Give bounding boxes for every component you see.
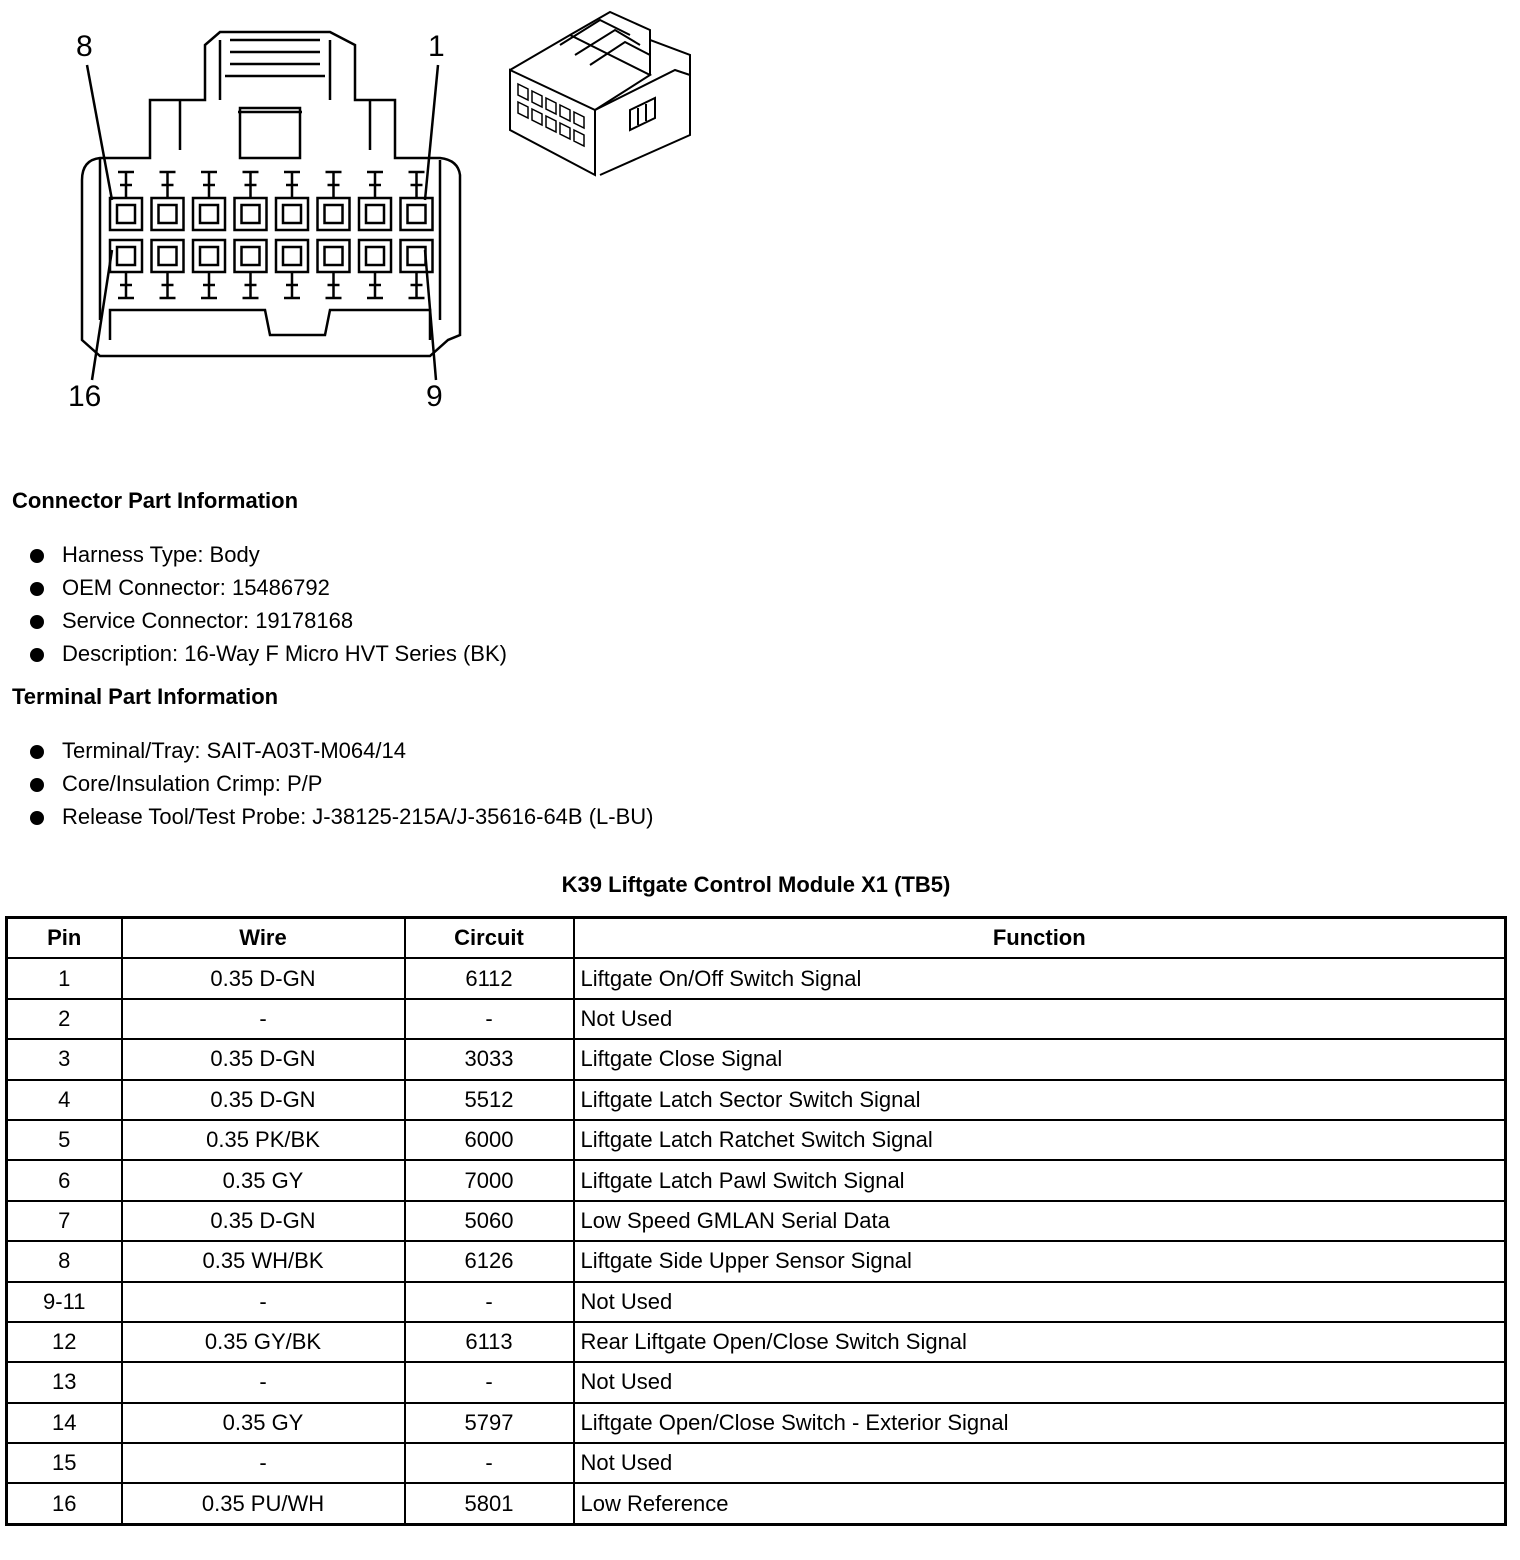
function-cell: Not Used [574, 999, 1506, 1039]
table-row [7, 1443, 1506, 1483]
circuit-cell: 5801 [405, 1483, 574, 1524]
table-row [7, 1080, 1506, 1120]
table-body [7, 958, 1506, 1524]
table-row [7, 1039, 1506, 1079]
function-cell: Not Used [574, 1362, 1506, 1402]
connector-face-diagram [0, 0, 480, 420]
wire-cell: - [122, 1282, 405, 1322]
wire-cell: 0.35 D-GN [122, 1039, 405, 1079]
wire-cell: 0.35 WH/BK [122, 1241, 405, 1281]
pin-cavities [110, 172, 433, 298]
table-row [7, 1120, 1506, 1160]
pin-cell: 12 [7, 1322, 122, 1362]
column-header-wire: Wire [122, 918, 405, 959]
wire-cell: 0.35 D-GN [122, 1201, 405, 1241]
pin-cavity-13 [235, 240, 267, 298]
pin-cell: 1 [7, 958, 122, 998]
table-row [7, 1362, 1506, 1402]
connector-part-heading: Connector Part Information [12, 488, 299, 513]
function-cell: Rear Liftgate Open/Close Switch Signal [574, 1322, 1506, 1362]
pin-cavity-4 [276, 172, 308, 230]
pin-cell: 6 [7, 1160, 122, 1200]
pin-cell: 15 [7, 1443, 122, 1483]
table-row [7, 1322, 1506, 1362]
pin-cell: 8 [7, 1241, 122, 1281]
wire-cell: - [122, 999, 405, 1039]
circuit-cell: - [405, 1362, 574, 1402]
pin-cavity-6 [193, 172, 225, 230]
pin-cell: 16 [7, 1483, 122, 1524]
column-header-circuit: Circuit [405, 918, 574, 959]
leader-line-1 [425, 65, 438, 200]
function-cell: Liftgate Latch Pawl Switch Signal [574, 1160, 1506, 1200]
list-item: Release Tool/Test Probe: J-38125-215A/J-35616-64B (L-BU) [0, 802, 653, 835]
pin-cavity-8 [110, 172, 142, 230]
pin-cell: 14 [7, 1403, 122, 1443]
list-item: Core/Insulation Crimp: P/P [0, 769, 653, 802]
function-cell: Not Used [574, 1443, 1506, 1483]
connector-part-list [0, 540, 507, 672]
circuit-cell: 7000 [405, 1160, 574, 1200]
wire-cell: 0.35 PU/WH [122, 1483, 405, 1524]
table-row [7, 1403, 1506, 1443]
table-row [7, 1241, 1506, 1281]
circuit-cell: 6000 [405, 1120, 574, 1160]
connector-isometric-illustration [500, 0, 710, 180]
leader-line-9 [425, 250, 436, 380]
table-title: K39 Liftgate Control Module X1 (TB5) [561, 872, 951, 897]
wire-cell: 0.35 PK/BK [122, 1120, 405, 1160]
table-row [7, 1160, 1506, 1200]
function-cell: Low Speed GMLAN Serial Data [574, 1201, 1506, 1241]
pin-cavity-11 [318, 240, 350, 298]
function-cell: Liftgate Latch Ratchet Switch Signal [574, 1120, 1506, 1160]
wire-cell: 0.35 GY [122, 1160, 405, 1200]
column-header-pin: Pin [7, 918, 122, 959]
pin-cell: 9-11 [7, 1282, 122, 1322]
wire-cell: - [122, 1362, 405, 1402]
table-row [7, 1201, 1506, 1241]
function-cell: Liftgate On/Off Switch Signal [574, 958, 1506, 998]
pin-cell: 5 [7, 1120, 122, 1160]
terminal-part-list [0, 736, 653, 835]
pin-cell: 7 [7, 1201, 122, 1241]
wire-cell: 0.35 D-GN [122, 958, 405, 998]
list-item: Description: 16-Way F Micro HVT Series (BK) [0, 639, 507, 672]
wire-cell: 0.35 GY/BK [122, 1322, 405, 1362]
circuit-cell: 5512 [405, 1080, 574, 1120]
circuit-cell: 6112 [405, 958, 574, 998]
terminal-part-heading: Terminal Part Information [12, 684, 279, 709]
pin-cavity-10 [359, 240, 391, 298]
pin-cavity-5 [235, 172, 267, 230]
column-header-function: Function [574, 918, 1506, 959]
pin-cavity-7 [152, 172, 184, 230]
pin-cavity-15 [152, 240, 184, 298]
circuit-cell: 5060 [405, 1201, 574, 1241]
list-item: Harness Type: Body [0, 540, 507, 573]
pin-cell: 2 [7, 999, 122, 1039]
pin-label-9: 9 [426, 380, 443, 413]
pin-cavity-12 [276, 240, 308, 298]
circuit-cell: 6126 [405, 1241, 574, 1281]
list-item: OEM Connector: 15486792 [0, 573, 507, 606]
circuit-cell: - [405, 1443, 574, 1483]
circuit-cell: - [405, 1282, 574, 1322]
table-row [7, 1483, 1506, 1524]
circuit-cell: 6113 [405, 1322, 574, 1362]
function-cell: Liftgate Side Upper Sensor Signal [574, 1241, 1506, 1281]
list-item: Service Connector: 19178168 [0, 606, 507, 639]
pin-cavity-14 [193, 240, 225, 298]
pin-cavity-16 [110, 240, 142, 298]
table-row [7, 1282, 1506, 1322]
pinout-table [5, 916, 1507, 1526]
function-cell: Liftgate Close Signal [574, 1039, 1506, 1079]
pin-cavity-2 [359, 172, 391, 230]
circuit-cell: - [405, 999, 574, 1039]
circuit-cell: 5797 [405, 1403, 574, 1443]
pin-label-1: 1 [428, 30, 445, 63]
function-cell: Liftgate Open/Close Switch - Exterior Signal [574, 1403, 1506, 1443]
pin-cavity-3 [318, 172, 350, 230]
function-cell: Liftgate Latch Sector Switch Signal [574, 1080, 1506, 1120]
wire-cell: 0.35 GY [122, 1403, 405, 1443]
table-header-row [7, 918, 1506, 959]
function-cell: Not Used [574, 1282, 1506, 1322]
wire-cell: 0.35 D-GN [122, 1080, 405, 1120]
pin-cell: 4 [7, 1080, 122, 1120]
pin-cell: 3 [7, 1039, 122, 1079]
pin-cell: 13 [7, 1362, 122, 1402]
table-row [7, 958, 1506, 998]
list-item: Terminal/Tray: SAIT-A03T-M064/14 [0, 736, 653, 769]
pin-label-16: 16 [68, 380, 102, 413]
function-cell: Low Reference [574, 1483, 1506, 1524]
circuit-cell: 3033 [405, 1039, 574, 1079]
table-row [7, 999, 1506, 1039]
pin-label-8: 8 [76, 30, 93, 63]
wire-cell: - [122, 1443, 405, 1483]
